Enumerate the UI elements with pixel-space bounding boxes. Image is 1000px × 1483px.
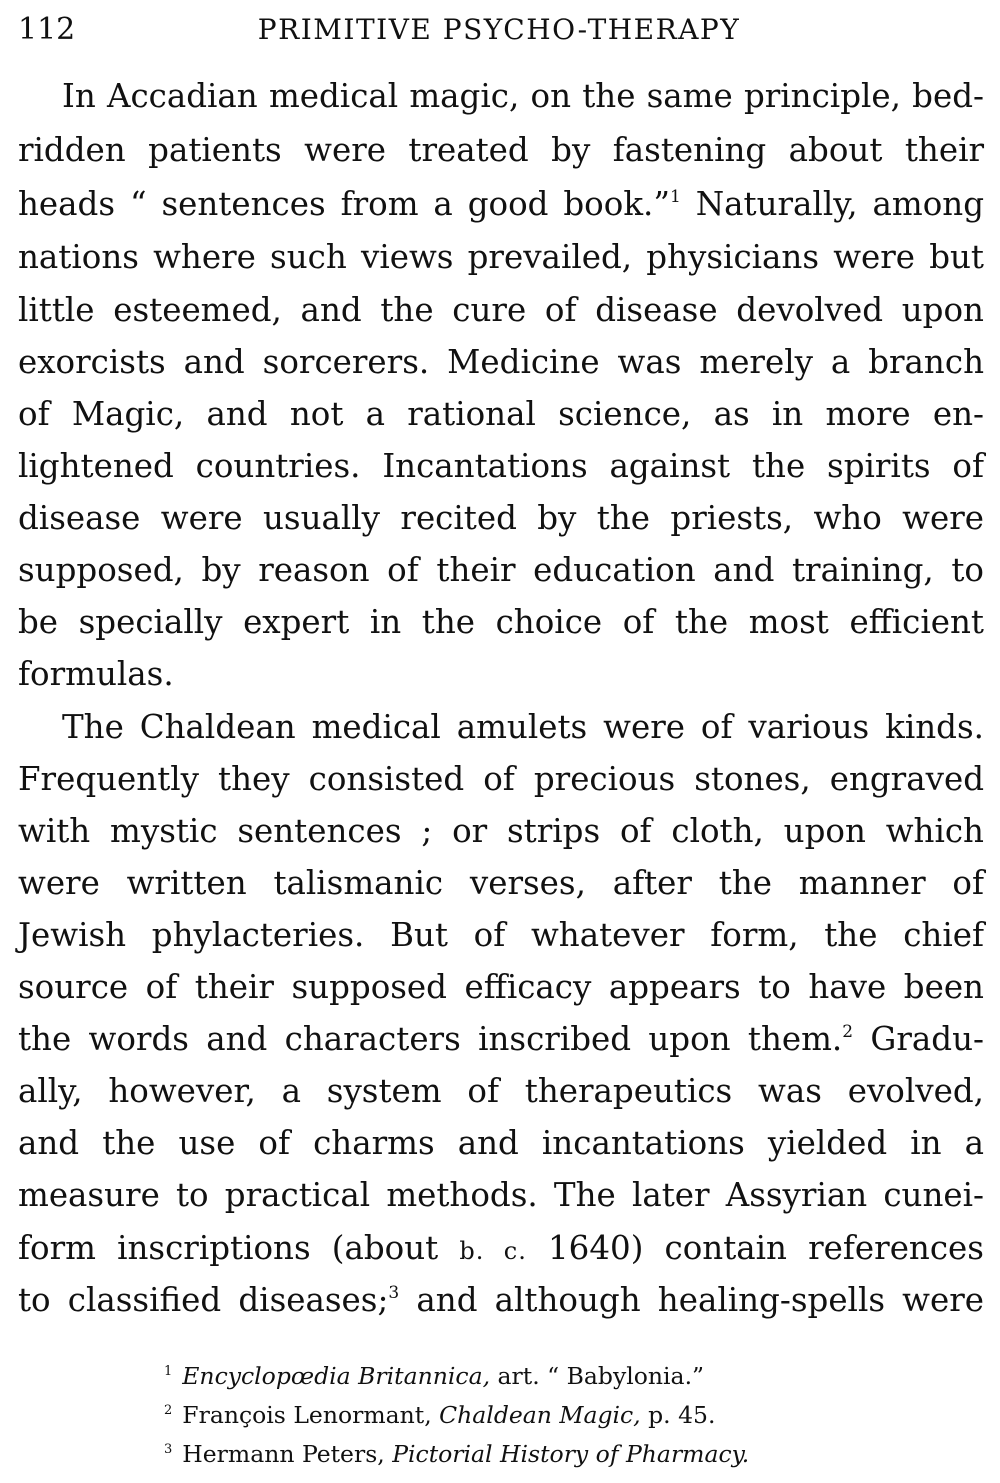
text-line: exorcists and sorcerers. Medicine was merely a branch [18,343,984,381]
text-line: Frequently they consisted of precious stones, engraved [18,760,984,798]
text-run: and although healing-spells were [399,1281,984,1319]
text-line: lightened countries. Incantations against the spirits of [18,447,984,485]
text-line: The Chaldean medical amulets were of various kinds. [62,708,984,746]
footnote-ref[interactable]: 3 [388,1283,400,1303]
text-run: Naturally, among [680,185,985,223]
footnote [164,1438,749,1470]
footnote-text: p. 45. [640,1401,716,1429]
footnote-text: art. “ Babylonia.” [490,1362,705,1390]
page-number: 112 [18,12,76,47]
footnote-mark: 3 [164,1442,173,1457]
text-line: measure to practical methods. The later Assyrian cunei- [18,1176,984,1214]
text-line: and the use of charms and incantations yielded in a [18,1124,984,1162]
text-line: be specially expert in the choice of the most efficient [18,603,984,641]
text-line: nations where such views prevailed, physicians were but [18,238,984,276]
text-run: 1640) contain references [526,1229,984,1267]
footnote-mark: 1 [164,1364,173,1379]
text-line: disease were usually recited by the priests, who were [18,499,984,537]
text-run: the words and characters inscribed upon them. [18,1020,843,1058]
text-line: ridden patients were treated by fastening about their [18,131,984,169]
small-caps-abbrev: b. c. [459,1237,527,1265]
footnote-title: Encyclopœdia Britannica, [182,1362,491,1390]
text-line: ally, however, a system of therapeutics was evolved, [18,1072,984,1110]
running-header [18,10,980,50]
text-line: formulas. [18,655,174,693]
footnote-title: Chaldean Magic, [439,1401,641,1429]
text-run: Gradu- [853,1020,984,1058]
text-line [18,1222,984,1274]
text-line [18,1274,984,1326]
text-line: source of their supposed efficacy appears to have been [18,968,984,1006]
text-line: of Magic, and not a rational science, as in more en- [18,395,984,433]
text-line: little esteemed, and the cure of disease devolved upon [18,291,984,329]
text-line: with mystic sentences ; or strips of cloth, upon which [18,812,984,850]
running-title: PRIMITIVE PSYCHO-THERAPY [257,13,741,46]
text-line: were written talismanic verses, after the manner of [18,864,984,902]
footnote-mark: 2 [164,1403,173,1418]
text-run: heads “ sentences from a good book.” [18,185,670,223]
text-line [18,1013,984,1065]
footnote-ref[interactable]: 1 [669,187,681,207]
text-line: Jewish phylacteries. But of whatever form, the chief [18,916,984,954]
footnote [164,1399,715,1431]
footnote-title: Pictorial History of Pharmacy. [392,1440,750,1468]
text-run: to classified diseases; [18,1281,389,1319]
footnote-author: Hermann Peters, [182,1440,393,1468]
footnote-author: François Lenormant, [182,1401,440,1429]
footnote-ref[interactable]: 2 [842,1022,854,1042]
footnote [164,1360,704,1392]
text-line: supposed, by reason of their education and training, to [18,551,984,589]
text-line: In Accadian medical magic, on the same principle, bed- [62,77,984,115]
text-line [18,178,984,230]
text-run: form inscriptions (about [18,1229,460,1267]
